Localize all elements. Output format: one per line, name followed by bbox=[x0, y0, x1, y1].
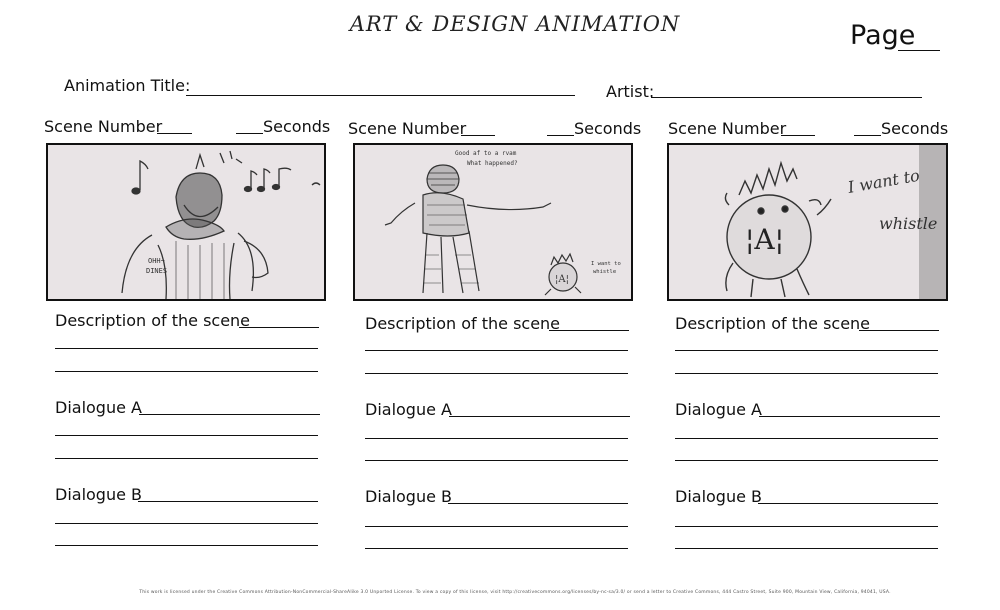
license-footer: This work is licensed under the Creative Commons Attribution-NonCommercial-ShareAlike 3.0 Unported License. To view a copy of this license, visit http://creativecommons.org/licenses/by-nc-sa/3.0/ or send a letter to Creative Commons, 444 Castro Street, Suite 900, Mountain View, California, 94041, USA. bbox=[139, 590, 891, 595]
svg-text:DINES: DINES bbox=[146, 267, 168, 275]
seconds-field[interactable] bbox=[547, 135, 574, 136]
dialogue-a-field[interactable] bbox=[759, 416, 940, 417]
document-title: ART & DESIGN ANIMATION bbox=[349, 12, 681, 36]
description-label: Description of the scene bbox=[675, 314, 871, 333]
svg-text:whistle: whistle bbox=[593, 269, 617, 275]
storyboard-panel-3 bbox=[667, 143, 948, 301]
description-field[interactable] bbox=[239, 327, 319, 328]
dialogue-a-line[interactable] bbox=[55, 435, 318, 436]
dialogue-b-line[interactable] bbox=[675, 548, 938, 549]
description-label: Description of the scene bbox=[365, 314, 561, 333]
dialogue-a-line[interactable] bbox=[675, 438, 938, 439]
description-field[interactable] bbox=[859, 330, 939, 331]
seconds-field[interactable] bbox=[236, 133, 263, 134]
sketch-knight-dancing bbox=[355, 145, 631, 299]
dialogue-a-line[interactable] bbox=[675, 460, 938, 461]
dialogue-b-line[interactable] bbox=[55, 523, 318, 524]
scene-number-label: Scene Number bbox=[44, 117, 163, 136]
artist-label: Artist: bbox=[606, 82, 655, 101]
seconds-field[interactable] bbox=[854, 135, 881, 136]
scene-number-label: Scene Number bbox=[348, 119, 467, 138]
dialogue-b-line[interactable] bbox=[55, 545, 318, 546]
description-field[interactable] bbox=[549, 330, 629, 331]
description-line[interactable] bbox=[675, 373, 938, 374]
scene-number-field[interactable] bbox=[157, 133, 192, 134]
seconds-label: Seconds bbox=[574, 119, 642, 138]
seconds-label: Seconds bbox=[881, 119, 949, 138]
dialogue-b-line[interactable] bbox=[365, 526, 628, 527]
description-line[interactable] bbox=[365, 350, 628, 351]
dialogue-b-label: Dialogue B bbox=[55, 485, 143, 504]
description-line[interactable] bbox=[55, 371, 318, 372]
dialogue-b-field[interactable] bbox=[758, 503, 938, 504]
svg-text:What happened?: What happened? bbox=[467, 160, 518, 167]
page-number-label: Page bbox=[850, 20, 916, 51]
dialogue-b-label: Dialogue B bbox=[675, 487, 763, 506]
dialogue-b-line[interactable] bbox=[675, 526, 938, 527]
description-label: Description of the scene bbox=[55, 311, 251, 330]
svg-text:¦A¦: ¦A¦ bbox=[555, 274, 569, 285]
dialogue-a-line[interactable] bbox=[365, 460, 628, 461]
dialogue-b-field[interactable] bbox=[138, 501, 318, 502]
dialogue-a-field[interactable] bbox=[139, 414, 320, 415]
page-number-field[interactable] bbox=[898, 50, 940, 51]
animation-title-field[interactable] bbox=[186, 95, 575, 96]
dialogue-a-line[interactable] bbox=[365, 438, 628, 439]
svg-text:I want to: I want to bbox=[591, 261, 621, 267]
svg-text:I want to: I want to bbox=[846, 165, 922, 197]
svg-text:whistle: whistle bbox=[879, 214, 938, 233]
description-line[interactable] bbox=[55, 348, 318, 349]
dialogue-a-label: Dialogue A bbox=[55, 398, 142, 417]
sketch-girl-ocarina bbox=[48, 145, 324, 299]
scene-number-field[interactable] bbox=[781, 135, 815, 136]
svg-text:Good af to a rvam: Good af to a rvam bbox=[455, 150, 517, 157]
svg-text:OHH~: OHH~ bbox=[148, 257, 165, 265]
dialogue-b-label: Dialogue B bbox=[365, 487, 453, 506]
seconds-label: Seconds bbox=[263, 117, 331, 136]
description-line[interactable] bbox=[675, 350, 938, 351]
dialogue-a-label: Dialogue A bbox=[365, 400, 452, 419]
scene-number-field[interactable] bbox=[461, 135, 495, 136]
svg-text:¦A¦: ¦A¦ bbox=[745, 223, 785, 256]
description-line[interactable] bbox=[365, 373, 628, 374]
music-notes-icon bbox=[132, 151, 320, 194]
dialogue-a-field[interactable] bbox=[449, 416, 630, 417]
storyboard-panel-2 bbox=[353, 143, 633, 301]
dialogue-b-line[interactable] bbox=[365, 548, 628, 549]
dialogue-a-line[interactable] bbox=[55, 458, 318, 459]
animation-title-label: Animation Title: bbox=[64, 76, 191, 95]
dialogue-b-field[interactable] bbox=[448, 503, 628, 504]
storyboard-panel-1 bbox=[46, 143, 326, 301]
artist-field[interactable] bbox=[651, 97, 922, 98]
sketch-ai-creature-closeup bbox=[669, 145, 946, 299]
scene-number-label: Scene Number bbox=[668, 119, 787, 138]
dialogue-a-label: Dialogue A bbox=[675, 400, 762, 419]
